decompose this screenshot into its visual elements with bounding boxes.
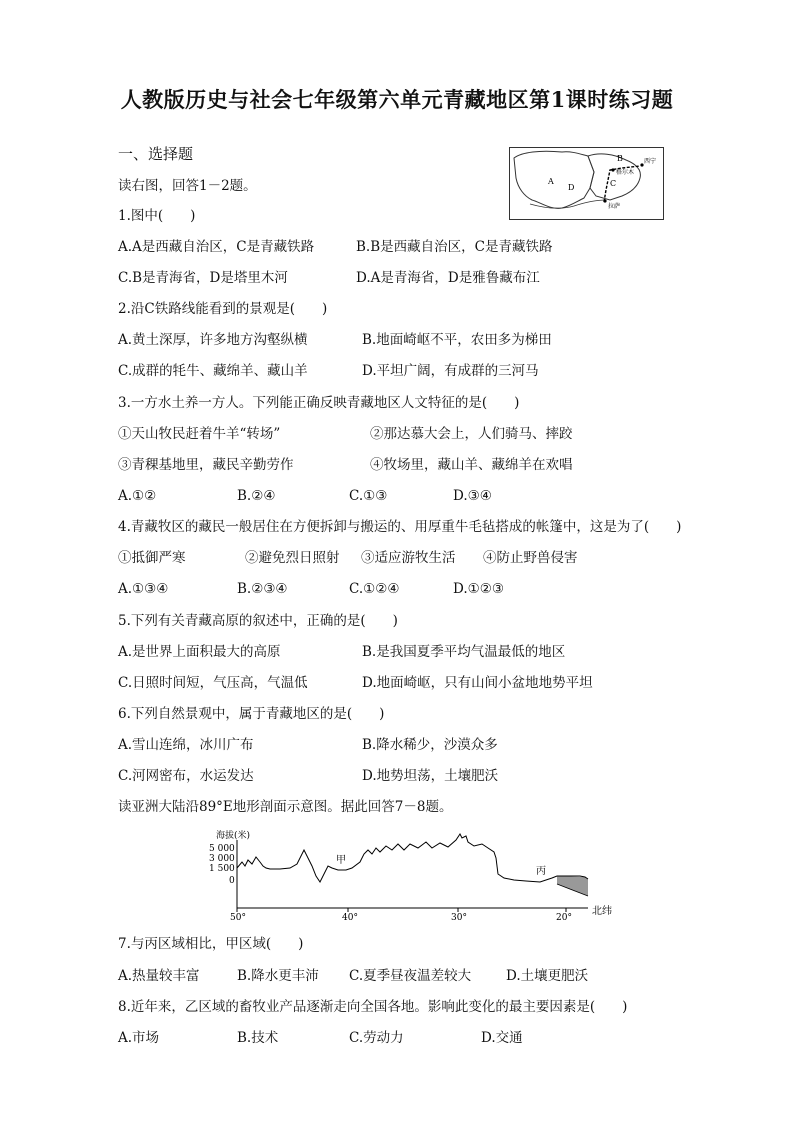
profile-y-tick-3000: 3 000 <box>209 854 235 864</box>
question-5-stem: 5.下列有关青藏高原的叙述中，正确的是( ) <box>118 613 398 629</box>
question-4-item-4: ④防止野兽侵害 <box>483 550 578 566</box>
question-7-option-b: B.降水更丰沛 <box>237 968 319 984</box>
question-1-option-d: D.A是青海省，D是雅鲁藏布江 <box>356 270 540 286</box>
question-3-item-4: ④牧场里，藏山羊、藏绵羊在欢唱 <box>370 457 573 473</box>
profile-y-axis-title: 海拔(米) <box>216 831 251 841</box>
profile-x-tick-40: 40° <box>342 913 358 920</box>
map-city-golmud-dot <box>611 168 614 171</box>
profile-x-tick-50: 50° <box>230 913 246 920</box>
terrain-profile-figure <box>200 826 640 924</box>
question-8-option-c: C.劳动力 <box>349 1030 404 1046</box>
profile-y-tick-5000: 5 000 <box>209 844 235 854</box>
question-4-option-c: C.①②④ <box>349 581 400 597</box>
profile-intro-text: 读亚洲大陆沿89°E地形剖面示意图。据此回答7－8题。 <box>118 799 453 815</box>
map-city-lhasa-dot <box>603 199 606 202</box>
document-title: 人教版历史与社会七年级第六单元青藏地区第1课时练习题 <box>120 87 674 112</box>
question-8-option-d: D.交通 <box>481 1030 523 1046</box>
question-3-item-2: ②那达慕大会上，人们骑马、摔跤 <box>370 426 573 442</box>
question-7-stem: 7.与丙区域相比，甲区域( ) <box>118 936 304 952</box>
question-4-item-2: ②避免烈日照射 <box>245 550 340 566</box>
question-4-item-1: ①抵御严寒 <box>118 550 186 566</box>
question-6-option-a: A.雪山连绵，冰川广布 <box>118 737 254 753</box>
question-1-stem: 1.图中( ) <box>118 208 196 224</box>
question-5-option-b: B.是我国夏季平均气温最低的地区 <box>362 644 566 660</box>
question-3-item-1: ①天山牧民赶着牛羊“转场” <box>118 426 281 442</box>
question-3-option-c: C.①③ <box>349 488 388 504</box>
region-map-figure <box>509 147 664 220</box>
question-8-option-a: A.市场 <box>118 1030 160 1046</box>
question-2-option-c: C.成群的牦牛、藏绵羊、藏山羊 <box>118 363 308 379</box>
question-6-stem: 6.下列自然景观中，属于青藏地区的是( ) <box>118 706 385 722</box>
profile-x-tick-20: 20° <box>556 913 572 920</box>
question-4-option-a: A.①③④ <box>118 581 169 597</box>
question-8-stem: 8.近年来，乙区域的畜牧业产品逐渐走向全国各地。影响此变化的最主要因素是( ) <box>118 999 628 1015</box>
question-3-stem: 3.一方水土养一方人。下列能正确反映青藏地区人文特征的是( ) <box>118 395 520 411</box>
question-1-option-a: A.A是西藏自治区，C是青藏铁路 <box>118 239 315 255</box>
question-7-option-a: A.热量较丰富 <box>118 968 200 984</box>
question-3-option-a: A.①② <box>118 488 157 504</box>
question-6-option-d: D.地势坦荡，土壤肥沃 <box>362 768 499 784</box>
question-5-option-c: C.日照时间短，气压高，气温低 <box>118 675 308 691</box>
map-region-a-outline <box>514 151 594 208</box>
question-3-option-b: B.②④ <box>237 488 276 504</box>
question-5-option-a: A.是世界上面积最大的高原 <box>118 644 281 660</box>
profile-y-tick-0: 0 <box>229 876 235 886</box>
profile-y-tick-1500: 1 500 <box>209 864 235 874</box>
question-2-option-b: B.地面崎岖不平，农田多为梯田 <box>362 332 552 348</box>
map-label-c: C <box>610 179 617 188</box>
question-1-option-b: B.B是西藏自治区，C是青藏铁路 <box>356 239 553 255</box>
question-5-option-d: D.地面崎岖，只有山间小盆地地势平坦 <box>362 675 593 691</box>
question-2-stem: 2.沿C铁路线能看到的景观是( ) <box>118 301 328 317</box>
question-6-option-c: C.河网密布，水运发达 <box>118 768 254 784</box>
question-3-item-3: ③青稞基地里，藏民辛勤劳作 <box>118 457 294 473</box>
question-2-option-a: A.黄土深厚，许多地方沟壑纵横 <box>118 332 308 348</box>
question-6-option-b: B.降水稀少，沙漠众多 <box>362 737 498 753</box>
question-3-option-d: D.③④ <box>453 488 492 504</box>
map-label-golmud: 格尔木 <box>616 169 635 176</box>
question-7-option-c: C.夏季昼夜温差较大 <box>349 968 472 984</box>
question-4-option-b: B.②③④ <box>237 581 288 597</box>
question-7-option-d: D.土壤更肥沃 <box>506 968 589 984</box>
profile-label-jia: 甲 <box>336 855 346 866</box>
profile-x-axis-title: 北纬 <box>592 906 612 917</box>
profile-label-bing: 丙 <box>536 866 546 877</box>
map-intro-text: 读右图，回答1－2题。 <box>118 178 257 194</box>
question-8-option-b: B.技术 <box>237 1030 279 1046</box>
question-4-item-3: ③适应游牧生活 <box>361 550 456 566</box>
map-label-lhasa: 拉萨 <box>608 203 621 210</box>
map-label-xining: 西宁 <box>644 158 657 165</box>
question-4-option-d: D.①②③ <box>453 581 504 597</box>
map-label-b: B <box>617 154 623 163</box>
question-1-option-c: C.B是青海省，D是塔里木河 <box>118 270 288 286</box>
map-region-b-outline <box>588 154 640 200</box>
profile-x-tick-30: 30° <box>451 913 467 920</box>
map-label-d: D <box>568 183 575 192</box>
map-label-a: A <box>548 177 554 186</box>
question-4-stem: 4.青藏牧区的藏民一般居住在方便拆卸与搬运的、用厚重牛毛毡搭成的帐篷中，这是为了( ) <box>118 519 682 535</box>
question-2-option-d: D.平坦广阔，有成群的三河马 <box>362 363 539 379</box>
section-heading: 一、选择题 <box>118 145 194 163</box>
